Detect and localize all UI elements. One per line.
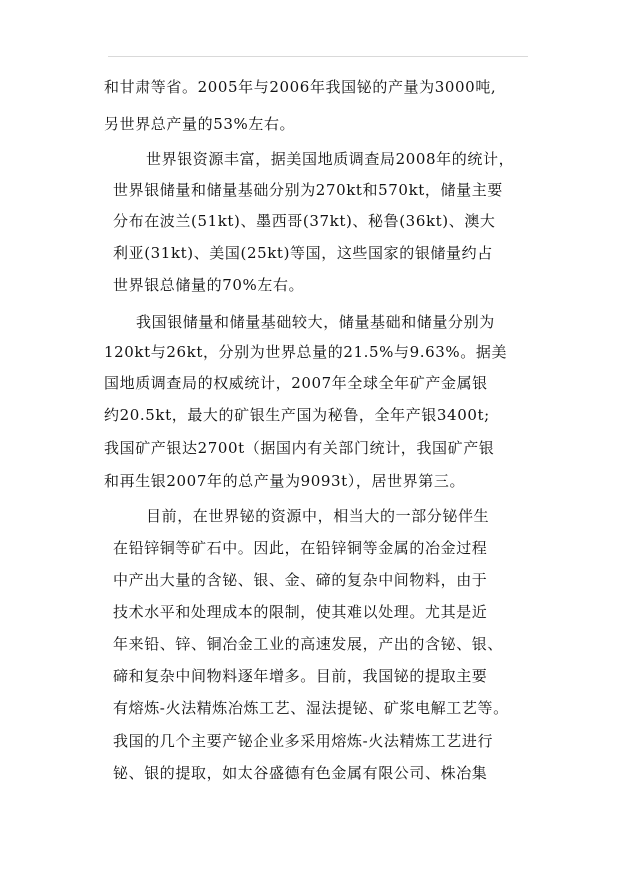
header-rule [108,56,528,57]
text-line: 在铅锌铜等矿石中。因此，在铅锌铜等金属的冶金过程 [113,539,488,557]
text-line: 年来铅、锌、铜冶金工业的高速发展，产出的含铋、银、 [113,635,504,653]
text-line: 世界银总储量的70%左右。 [113,276,305,294]
text-line: 我国的几个主要产铋企业多采用熔炼-火法精炼工艺进行 [113,732,494,750]
text-line: 国地质调查局的权威统计，2007年全球全年矿产金属银 [104,374,488,392]
text-line: 我国矿产银达2700t（据国内有关部门统计，我国矿产银 [104,439,495,457]
text-line: 世界银储量和储量基础分别为270kt和570kt，储量主要 [113,181,503,199]
text-line: 利亚(31kt)、美国(25kt)等国，这些国家的银储量约占 [113,244,493,262]
text-line: 和再生银2007年的总产量为9093t），居世界第三。 [104,472,466,490]
text-line: 铋、银的提取，如太谷盛德有色金属有限公司、株冶集 [113,764,488,782]
text-line: 有熔炼-火法精炼冶炼工艺、湿法提铋、矿浆电解工艺等。 [113,699,509,717]
text-line: 120kt与26kt，分别为世界总量的21.5%与9.63%。据美 [104,343,508,361]
text-line: 分布在波兰(51kt)、墨西哥(37kt)、秘鲁(36kt)、澳大 [113,212,496,230]
text-line: 我国银储量和储量基础较大，储量基础和储量分别为 [136,313,495,331]
text-line: 目前，在世界铋的资源中，相当大的一部分铋伴生 [146,507,490,525]
text-line: 技术水平和处理成本的限制，使其难以处理。尤其是近 [113,603,488,621]
text-line: 碲和复杂中间物料逐年增多。目前，我国铋的提取主要 [113,667,488,685]
text-line: 另世界总产量的53%左右。 [104,115,296,133]
text-line: 中产出大量的含铋、银、金、碲的复杂中间物料，由于 [113,571,488,589]
text-line: 约20.5kt，最大的矿银生产国为秘鲁，全年产银3400t; [104,406,490,424]
text-line: 和甘肃等省。2005年与2006年我国铋的产量为3000吨, [104,78,497,96]
text-line: 世界银资源丰富，据美国地质调查局2008年的统计， [146,150,515,168]
